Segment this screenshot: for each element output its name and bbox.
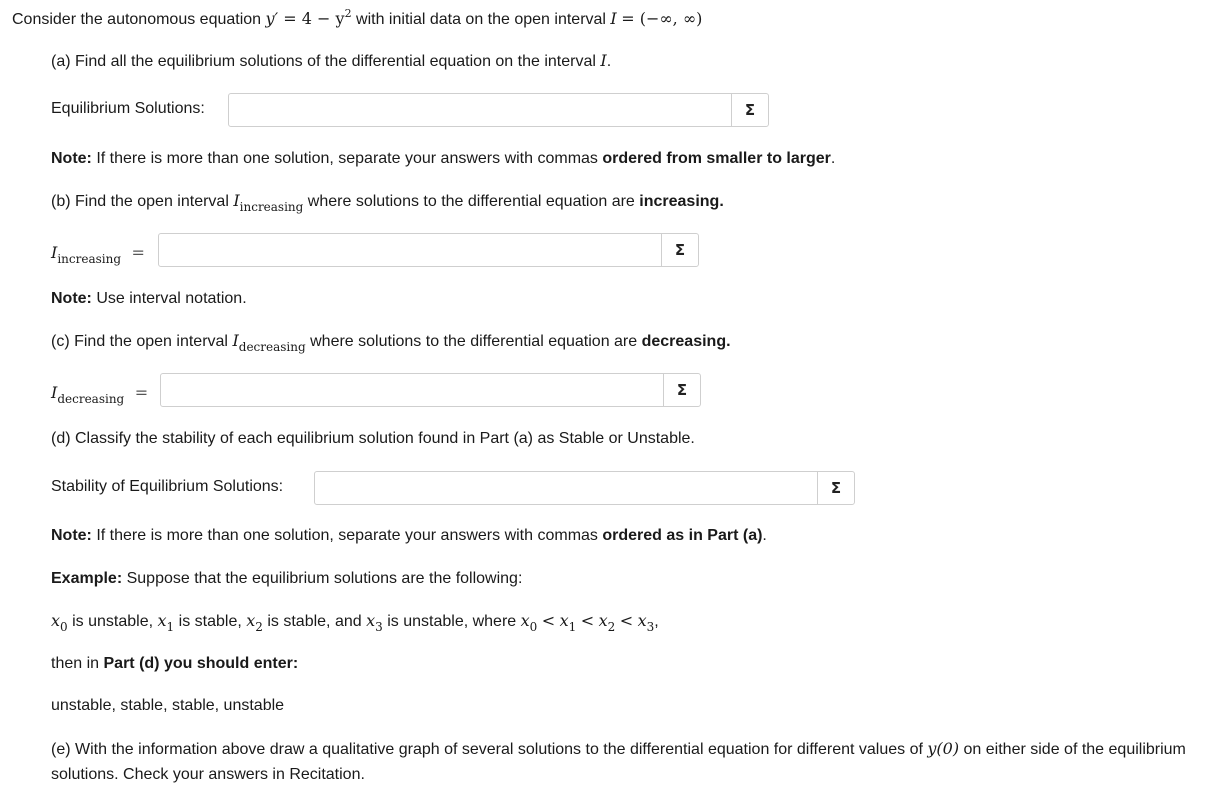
- equilibrium-label: Equilibrium Solutions:: [51, 100, 205, 117]
- increasing-input[interactable]: [159, 234, 661, 266]
- decreasing-field: [160, 373, 701, 407]
- part-d-note: Note: If there is more than one solution, separate your answers with commas ordered as in Part (a).: [51, 527, 767, 544]
- increasing-label: $I_{increasing}$ =: [51, 243, 145, 266]
- example-heading: Example: Suppose that the equilibrium solutions are the following:: [51, 570, 523, 587]
- part-a-question: (a) Find all the equilibrium solutions of the differential equation on the interval I.: [51, 51, 612, 70]
- part-b-note: Note: Use interval notation.: [51, 290, 247, 307]
- stability-input[interactable]: [315, 472, 817, 504]
- stability-label: Stability of Equilibrium Solutions:: [51, 478, 284, 495]
- interval-value: = (−∞, ∞): [621, 9, 703, 28]
- equation: $y' = 4 - y^2$: [265, 7, 352, 28]
- sigma-icon[interactable]: Σ: [731, 94, 768, 126]
- intro-text-2: with initial data on the open interval: [356, 11, 606, 28]
- part-e-question: (e) With the information above draw a qualitative graph of several solutions to the differential equation for different values of y(0) on either side of the equilibrium solutions. Check your answers in Recitation.: [51, 739, 1186, 783]
- problem-statement: [12, 9, 702, 31]
- sigma-icon[interactable]: Σ: [817, 472, 854, 504]
- part-c-question: (c) Find the open interval $I_{decreasing}$ where solutions to the differential equation are decreasing.: [51, 331, 731, 354]
- example-answer: unstable, stable, stable, unstable: [51, 697, 285, 714]
- sigma-icon[interactable]: Σ: [661, 234, 698, 266]
- example-then: then in Part (d) you should enter:: [51, 655, 299, 672]
- decreasing-label: $I_{decreasing}$ =: [51, 383, 149, 406]
- sigma-icon[interactable]: Σ: [663, 374, 700, 406]
- interval-variable: I: [610, 9, 617, 28]
- increasing-field: [158, 233, 699, 267]
- example-conditions: $x_0$ is unstable, $x_1$ is stable, $x_2$ is stable, and $x_3$ is unstable, where $x_0 < x_1 < x_2 < x_3$,: [51, 611, 659, 634]
- i-increasing: $I_{increasing}$: [233, 191, 304, 214]
- i-decreasing: $I_{decreasing}$: [232, 331, 306, 354]
- part-a-note: Note: If there is more than one solution, separate your answers with commas ordered from smaller to larger.: [51, 150, 836, 167]
- equilibrium-input[interactable]: [229, 94, 731, 126]
- part-b-question: (b) Find the open interval $I_{increasing}$ where solutions to the differential equation are increasing.: [51, 191, 724, 214]
- stability-field: [314, 471, 855, 505]
- part-d-question: (d) Classify the stability of each equilibrium solution found in Part (a) as Stable or Unstable.: [51, 430, 695, 447]
- decreasing-input[interactable]: [161, 374, 663, 406]
- equilibrium-field: [228, 93, 769, 127]
- intro-text: Consider the autonomous equation: [12, 11, 262, 28]
